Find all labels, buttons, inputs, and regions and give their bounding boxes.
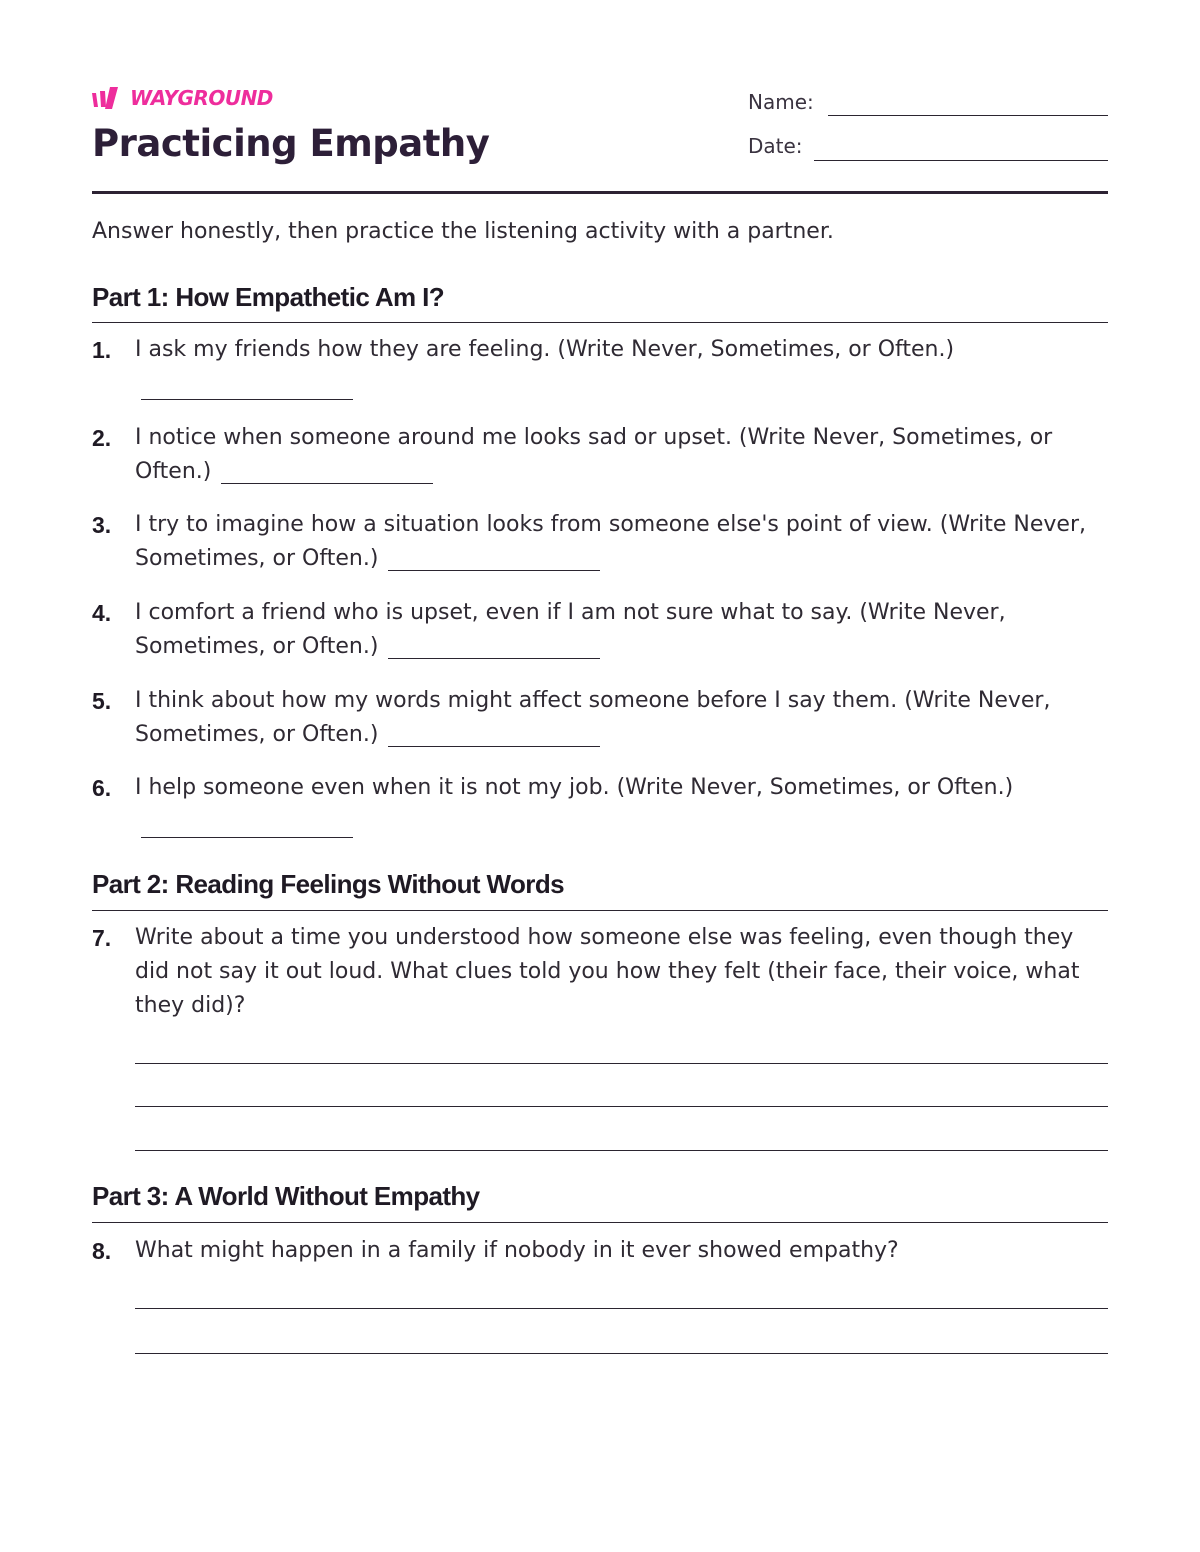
- date-field[interactable]: [814, 160, 1108, 161]
- question-6: [92, 771, 1092, 805]
- instructions: Answer honestly, then practice the listening activity with a partner.: [92, 219, 834, 244]
- date-label: Date:: [748, 134, 803, 158]
- question-text: I ask my friends how they are feeling. (Write Never, Sometimes, or Often.): [135, 337, 955, 362]
- answer-blank-4[interactable]: [388, 658, 600, 659]
- question-number: 2.: [92, 425, 112, 451]
- question-3: [92, 508, 1092, 576]
- question-number: 6.: [92, 775, 112, 801]
- section-divider: [92, 910, 1108, 911]
- section-divider: [92, 1222, 1108, 1223]
- question-1: [92, 333, 1092, 367]
- question-text: I comfort a friend who is upset, even if I am not sure what to say. (Write Never, Sometimes, or Often.): [135, 600, 1006, 659]
- answer-blank-1[interactable]: [141, 399, 353, 400]
- answer-blank-6[interactable]: [141, 837, 353, 838]
- answer-line[interactable]: [135, 1063, 1108, 1064]
- answer-blank-5[interactable]: [388, 746, 600, 747]
- header-divider: [92, 191, 1108, 194]
- question-number: 3.: [92, 512, 112, 538]
- question-text: I try to imagine how a situation looks from someone else's point of view. (Write Never, Sometimes, or Often.): [135, 512, 1086, 571]
- question-text: I help someone even when it is not my job. (Write Never, Sometimes, or Often.): [135, 775, 1014, 800]
- page-title: Practicing Empathy: [92, 122, 490, 165]
- question-2: [92, 421, 1092, 489]
- brand-name: WAYGROUND: [130, 86, 273, 110]
- question-number: 1.: [92, 337, 112, 363]
- question-7: [92, 921, 1092, 1023]
- section-divider: [92, 322, 1108, 323]
- question-number: 5.: [92, 688, 112, 714]
- section-title-part-2: Part 2: Reading Feelings Without Words: [92, 869, 564, 899]
- answer-line[interactable]: [135, 1106, 1108, 1107]
- name-field[interactable]: [828, 115, 1108, 116]
- question-text: I think about how my words might affect someone before I say them. (Write Never, Sometimes, or Often.): [135, 688, 1051, 747]
- brand-logo: [92, 86, 273, 110]
- answer-blank-3[interactable]: [388, 570, 600, 571]
- name-label: Name:: [748, 90, 814, 114]
- answer-blank-2[interactable]: [221, 483, 433, 484]
- question-number: 4.: [92, 600, 112, 626]
- section-title-part-1: Part 1: How Empathetic Am I?: [92, 282, 445, 312]
- question-text: I notice when someone around me looks sad or upset. (Write Never, Sometimes, or Often.): [135, 425, 1053, 484]
- answer-line[interactable]: [135, 1308, 1108, 1309]
- answer-line[interactable]: [135, 1353, 1108, 1354]
- question-text: Write about a time you understood how someone else was feeling, even though they did not say it out loud. What clues told you how they felt (their face, their voice, what they did)?: [135, 925, 1080, 1018]
- question-8: [92, 1234, 1092, 1268]
- question-text: What might happen in a family if nobody in it ever showed empathy?: [135, 1238, 899, 1263]
- question-number: 7.: [92, 925, 112, 951]
- answer-line[interactable]: [135, 1150, 1108, 1151]
- wayground-logo-icon: [92, 87, 124, 109]
- question-5: [92, 684, 1092, 752]
- question-number: 8.: [92, 1238, 112, 1264]
- section-title-part-3: Part 3: A World Without Empathy: [92, 1181, 480, 1211]
- question-4: [92, 596, 1092, 664]
